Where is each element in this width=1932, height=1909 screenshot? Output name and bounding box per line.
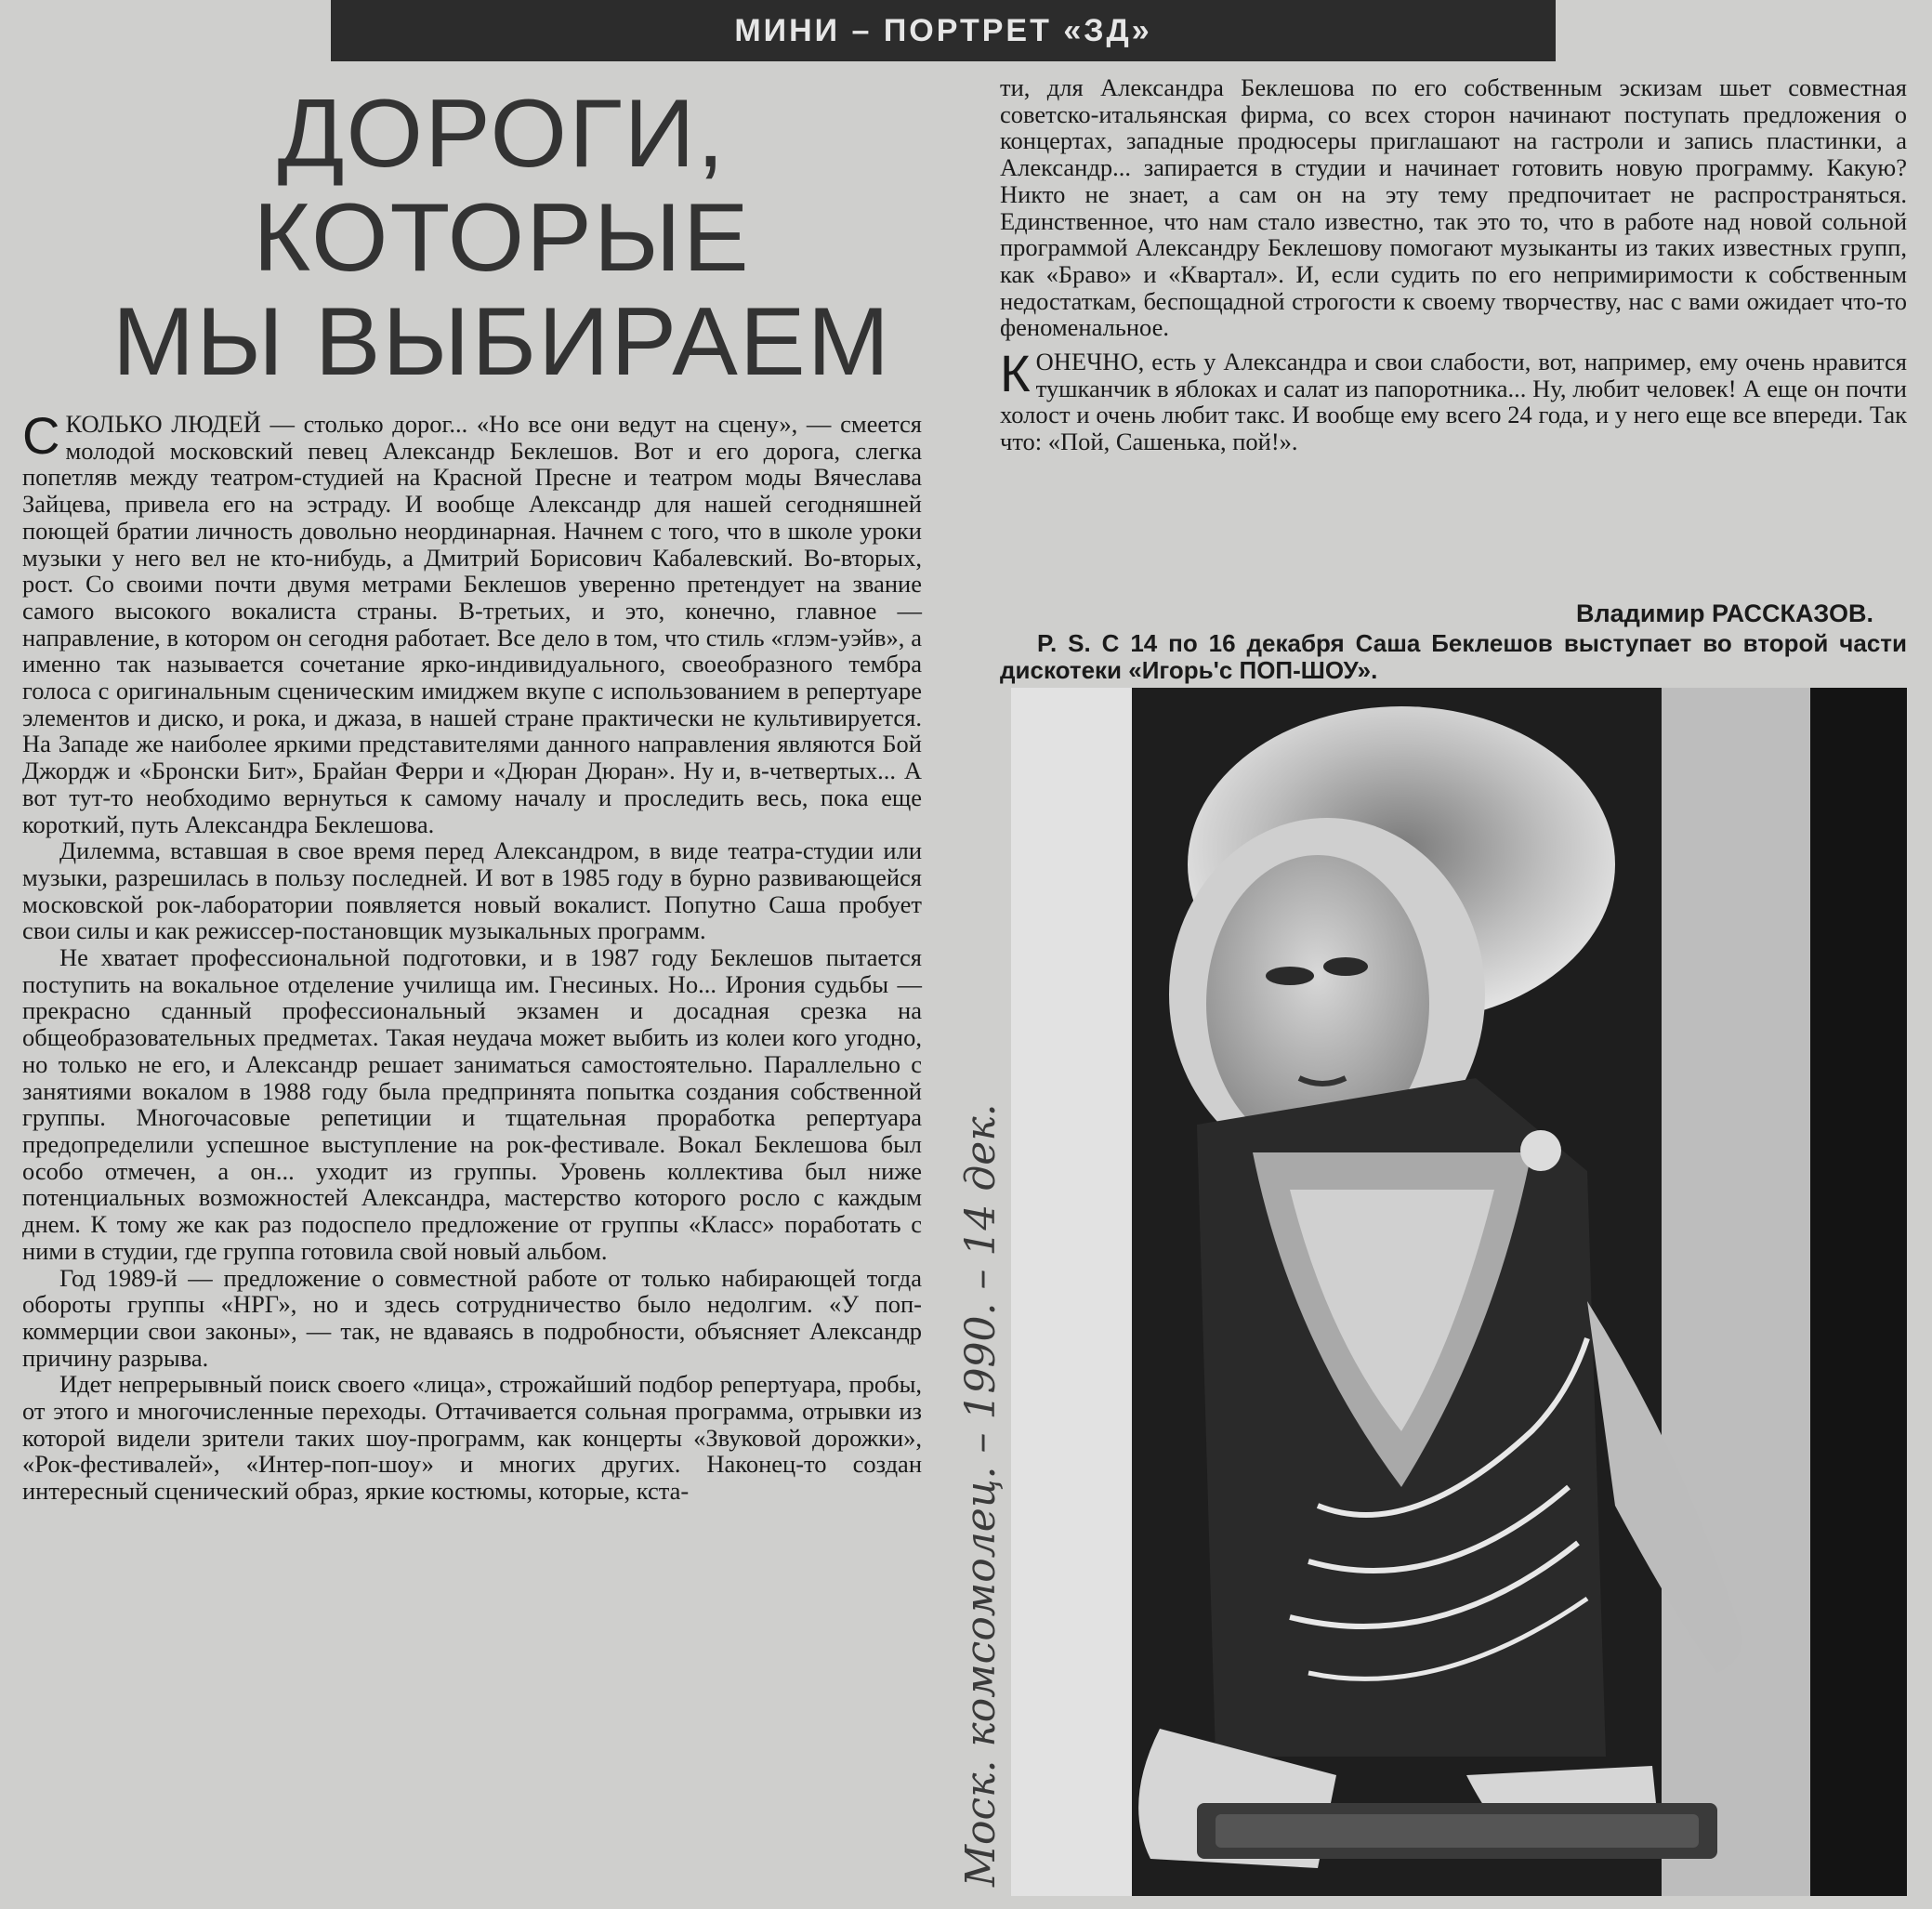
article-paragraph: Не хватает профессиональной подготовки, и в 1987 году Беклешов пытается поступить на вокальное отделение училища им. Гнесиных. Но... Ирония судьбы — прекрасно сданный профессиональный экзамен и досадная срезка на общеобразовательных предметах. Такая неудача может выбить из колеи кого угодно, но только не его, и Александр решает заниматься самостоятельно. Параллельно с занятиями вокалом в 1988 году была предпринята попытка создания собственной группы. Многочасовые репетиции и тщательная проработка репертуара предопределили успешное выступление на рок-фестивале. Вокал Беклешова был особо отмечен, а он... уходит из группы. Уровень коллектива был ниже потенциальных возможностей Александра, мастерство которого росло с каждым днем. К тому же как раз подоспело предложение от группы «Класс» поработать с ними в студии, где группа готовила свой новый альбом. [22,943,922,1265]
headline-line-3: МЫ ВЫБИРАЕМ [112,288,892,396]
section-rubric: МИНИ – ПОРТРЕТ «ЗД» [331,0,1556,61]
headline-line-1: ДОРОГИ, [277,80,727,188]
postscript: P. S. С 14 по 16 декабря Саша Беклешов выступает во второй части дискотеки «Игорь'с ПОП-ШОУ». [1000,629,1907,684]
paragraph-text: КОЛЬКО ЛЮДЕЙ — столько дорог... «Но все они ведут на сцену», — смеется молодой московский певец Александр Беклешов. Вот и его дорога, слегка попетляв между театром-студией на Красной Пресне и театром моды Вячеслава Зайцева, привела его на эстраду. И вообще Александр для нашей сегодняшней поющей братии личность довольно неординарная. Начнем с того, что в школе уроки музыки у него вел не кто-нибудь, а Дмитрий Борисович Кабалевский. Во-вторых, рост. Со своими почти двумя метрами Беклешов уверенно претендует на звание самого высокого вокалиста страны. В-третьих, и это, конечно, главное — направление, в котором он сегодня работает. Все дело в том, что стиль «глэм-уэйв», а именно так называется сочетание ярко-индивидуального, своеобразного тембра голоса с оригинальным сценическим имиджем вкупе с использованием в репертуаре элементов и диско, и рока, и джаза, в нашей стране практически не культивируется. На Западе же наиболее яркими представителями данного направления являются Бой Джордж и «Бронски Бит», Брайан Ферри и «Дюран Дюран». Ну и, в-четвертых... А вот тут-то необходимо вернуться к самому началу и проследить весь, пока еще короткий, путь Александра Беклешова. [22,410,922,838]
article-paragraph: ти, для Александра Беклешова по его собственным эскизам шьет совместная советско-итальянская фирма, со всех сторон начинают поступать предложения о концертах, западные продюсеры приглашают на гастроли и запись пластинки, а Александр... запирается в студии и начинает готовить новую программу. Какую? Никто не знает, а сам он на эту тему предпочитает не распространяться. Единственное, что нам стало известно, так это то, что в работе над новой сольной программой Александру Беклешову помогают музыканты из таких известных групп, как «Браво» и «Квартал». И, если судить по его непримиримости к собственным недостаткам, беспощадной строгости к своему творчеству, нас с вами ожидает что-то феноменальное. [1000,73,1907,342]
headline [37,82,966,394]
article-paragraph [1000,344,1907,456]
headline-line-2: КОТОРЫЕ [253,184,751,292]
article-column-left [22,406,922,1506]
article-column-right [1000,74,1907,455]
article-paragraph: Год 1989-й — предложение о совместной работе от только набирающей тогда обороты группы «НРГ», но и здесь сотрудничество было недолгим. «У поп-коммерции свои законы», — так, не вдаваясь в подробности, объясняет Александр причину разрыва. [22,1263,922,1372]
dropcap: С [22,406,60,465]
article-paragraph: Дилемма, вставшая в свое время перед Александром, в виде театра-студии или музыки, разрешилась в пользу последней. И вот в 1985 году в бурно развивающейся московской рок-лаборатории появляется новый вокалист. Попутно Саша пробует свои силы и как режиссер-постановщик музыкальных программ. [22,836,922,945]
handwritten-annotation [920,948,1005,1896]
article-paragraph [22,406,922,838]
article-paragraph: Идет непрерывный поиск своего «лица», строжайший подбор репертуара, пробы, от этого и многочисленные переходы. Оттачивается сольная программа, отрывки из которой видели зрители таких шоу-программ, как концерты «Звуковой дорожки», «Рок-фестивалей», «Интер-поп-шоу» и многих других. Наконец-то создан интересный сценический образ, яркие костюмы, которые, кста- [22,1370,922,1506]
dropcap: К [1000,344,1031,403]
paragraph-text: ОНЕЧНО, есть у Александра и свои слабости, вот, например, ему очень нравится тушканчик в яблоках и салат из папоротника... Ну, любит человек! А еще он почти холост и очень любит такс. И вообще ему всего 24 года, и у него еще все впереди. Так что: «Пой, Сашенька, пой!». [1000,348,1907,456]
author-byline: Владимир РАССКАЗОВ. [1576,599,1873,627]
handwritten-note: Моск. комсомолец. – 1990. – 14 дек. [957,1103,1005,1887]
singer-photo [1011,688,1907,1896]
